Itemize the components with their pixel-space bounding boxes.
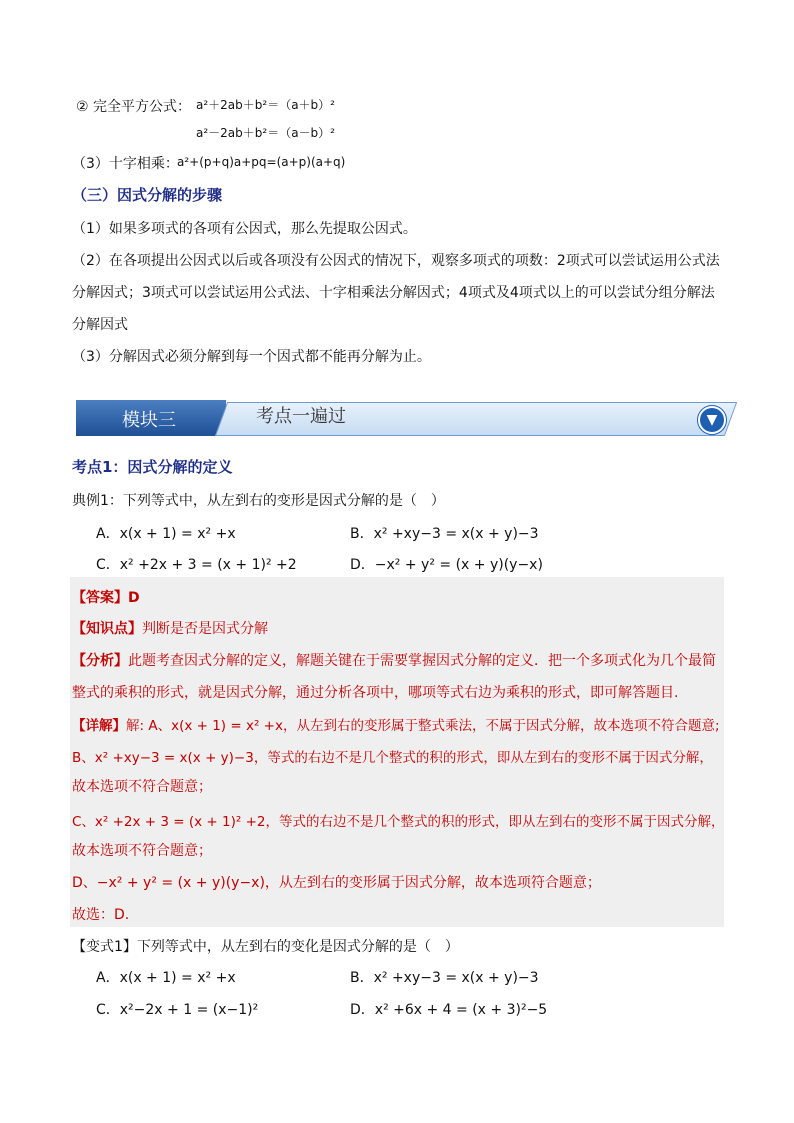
detail-line-c2: 故本选项不符合题意； — [72, 843, 212, 859]
variant-1-question: 【变式1】下列等式中，从左到右的变化是因式分解的是（ ） — [72, 939, 459, 955]
banner-section-title: 考点一遍过 — [256, 406, 346, 427]
answer-label: 【答案】 — [72, 590, 128, 606]
analysis-text-1: 此题考查因式分解的定义，解题关键在于需要掌握因式分解的定义．把一个多项式化为几个最简 — [128, 653, 716, 669]
example-1-question: 典例1：下列等式中，从左到右的变形是因式分解的是（ ） — [72, 493, 445, 509]
choose-line: 故选：D. — [72, 907, 130, 923]
variant-1-option-d: D．x² +6x + 4 = (x + 3)²−5 — [350, 1002, 548, 1018]
detail-text-a: 解: A、x(x + 1) = x² +x，从左到右的变形属于整式乘法，不属于因式分解，故本选项不符合题意; — [126, 718, 720, 734]
detail-line-c1: C、x² +2x + 3 = (x + 1)² +2，等式的右边不是几个整式的积的形式，即从左到右的变形不属于因式分解， — [72, 814, 725, 830]
example-1-option-c: C．x² +2x + 3 = (x + 1)² +2 — [96, 557, 297, 573]
detail-line-d: D、−x² + y² = (x + y)(y−x)，从左到右的变形属于因式分解，故本选项符合题意； — [72, 875, 601, 891]
module-banner — [76, 400, 734, 436]
answer-line — [72, 587, 140, 607]
variant-1-option-b: B．x² +xy−3 = x(x + y)−3 — [350, 970, 539, 986]
perfect-square-formula-1: a²＋2ab＋b²＝（a＋b）² — [196, 98, 335, 112]
knowledge-text: 判断是否是因式分解 — [142, 621, 268, 637]
variant-1-option-a: A．x(x + 1) = x² +x — [96, 970, 236, 986]
analysis-line-1 — [72, 650, 716, 670]
banner-module-title: 模块三 — [122, 410, 176, 431]
analysis-line-2: 整式的乘积的形式，就是因式分解，通过分析各项中，哪项等式右边为乘积的形式，即可解答题目. — [72, 685, 679, 701]
perfect-square-label: ② 完全平方公式： — [76, 99, 192, 115]
kaodian-1-heading: 考点1：因式分解的定义 — [72, 458, 233, 476]
detail-line-a — [72, 714, 720, 734]
cross-multiply-label: （3）十字相乘： — [72, 156, 179, 172]
chevron-down-icon: ▼ — [698, 406, 726, 434]
perfect-square-formula-2: a²－2ab＋b²＝（a－b）² — [196, 126, 335, 140]
example-1-option-d: D．−x² + y² = (x + y)(y−x) — [350, 557, 543, 573]
detail-line-b2: 故本选项不符合题意； — [72, 779, 212, 795]
cross-multiply-formula: a²+(p+q)a+pq=(a+p)(a+q) — [177, 155, 346, 169]
steps-heading: （三）因式分解的步骤 — [72, 186, 223, 204]
variant-1-option-c: C．x²−2x + 1 = (x−1)² — [96, 1002, 259, 1018]
example-1-option-b: B．x² +xy−3 = x(x + y)−3 — [350, 526, 539, 542]
knowledge-line — [72, 618, 268, 638]
step-1: （1）如果多项式的各项有公因式，那么先提取公因式。 — [72, 221, 417, 237]
detail-line-b1: B、x² +xy−3 = x(x + y)−3，等式的右边不是几个整式的积的形式，即从左到右的变形不属于因式分解， — [72, 750, 713, 766]
step-2-line-1: （2）在各项提出公因式以后或各项没有公因式的情况下，观察多项式的项数：2项式可以尝试运用公式法 — [72, 253, 720, 269]
knowledge-label: 【知识点】 — [72, 621, 142, 637]
step-2-line-2: 分解因式；3项式可以尝试运用公式法、十字相乘法分解因式；4项式及4项式以上的可以尝试分组分解法 — [72, 285, 715, 301]
analysis-label: 【分析】 — [72, 653, 128, 669]
step-2-line-3: 分解因式 — [72, 317, 128, 333]
step-3: （3）分解因式必须分解到每一个因式都不能再分解为止。 — [72, 349, 431, 365]
example-1-option-a: A．x(x + 1) = x² +x — [96, 526, 236, 542]
answer-value: D — [128, 590, 140, 606]
detail-label: 【详解】 — [72, 718, 126, 734]
